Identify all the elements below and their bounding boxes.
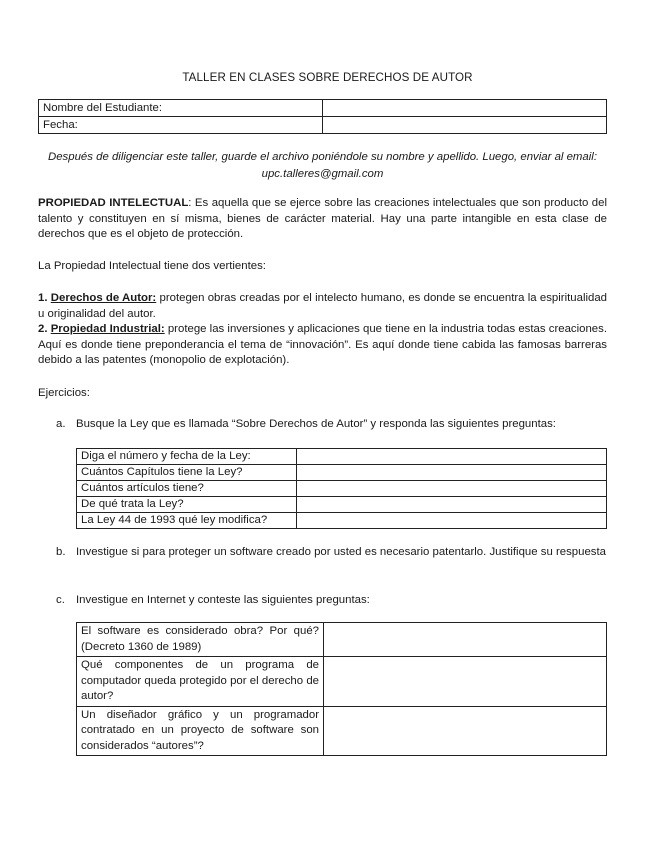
exercises-label: Ejercicios:	[38, 387, 90, 399]
question-cell: El software es considerado obra? Por qué? (Decreto 1360 de 1989)	[77, 623, 324, 657]
question-cell: Qué componentes de un programa de computador queda protegido por el derecho de autor?	[77, 657, 324, 707]
item-term: Propiedad Industrial:	[50, 323, 165, 335]
question-cell: La Ley 44 de 1993 qué ley modifica?	[77, 513, 297, 529]
item-number: 2.	[38, 323, 48, 335]
table-row	[77, 449, 607, 465]
table-row	[77, 481, 607, 497]
item-text: protegen obras creadas por el intelecto humano, es donde se encuentra la espiritualidad u originalidad del autor.	[38, 292, 608, 320]
definition-text: : Es aquella que se ejerce sobre las creaciones intelectuales que son producto del talento y constituyen en sí misma, bienes de carácter material. Hay una parte intangible en esta clase de derechos que es el objeto de protección.	[38, 197, 607, 241]
instructions-text: Después de diligenciar este taller, guarde el archivo poniéndole su nombre y apellido. Luego, enviar al email:	[48, 151, 597, 163]
list-item	[38, 322, 607, 369]
exercise-text: Investigue en Internet y conteste las siguientes preguntas:	[76, 594, 370, 606]
exercise-letter: a.	[56, 418, 66, 430]
item-term: Derechos de Autor:	[50, 292, 157, 304]
table-row	[39, 100, 607, 117]
table-row	[39, 117, 607, 134]
table-row	[77, 706, 607, 756]
table-row	[77, 513, 607, 529]
list-item	[38, 291, 607, 322]
table-row	[77, 623, 607, 657]
question-cell: De qué trata la Ley?	[77, 497, 297, 513]
instructions	[38, 149, 607, 182]
student-name-field[interactable]	[323, 100, 607, 117]
answer-cell[interactable]	[297, 497, 607, 513]
question-cell: Cuántos Capítulos tiene la Ley?	[77, 465, 297, 481]
answer-cell[interactable]	[297, 449, 607, 465]
answer-cell[interactable]	[324, 657, 607, 707]
table-row	[77, 657, 607, 707]
exercise-text: Investigue si para proteger un software creado por usted es necesario patentarlo. Justifique su respuesta	[76, 546, 606, 558]
exercise-letter: c.	[56, 594, 65, 606]
exercise-text: Busque la Ley que es llamada “Sobre Derechos de Autor” y responda las siguientes preguntas:	[76, 418, 556, 430]
exercise-letter: b.	[56, 546, 66, 558]
vertientes-intro: La Propiedad Intelectual tiene dos vertientes:	[38, 260, 266, 272]
date-label: Fecha:	[39, 117, 323, 134]
definition-paragraph	[38, 196, 607, 243]
answer-cell[interactable]	[297, 481, 607, 497]
answer-cell[interactable]	[297, 465, 607, 481]
answer-cell[interactable]	[297, 513, 607, 529]
document-title: TALLER EN CLASES SOBRE DERECHOS DE AUTOR	[182, 71, 473, 84]
definition-term: PROPIEDAD INTELECTUAL	[38, 197, 189, 209]
table-row	[77, 465, 607, 481]
vertientes-list	[38, 291, 607, 369]
student-info-table	[38, 99, 607, 134]
instructions-email: upc.talleres@gmail.com	[261, 167, 384, 180]
item-number: 1.	[38, 292, 48, 304]
table-row	[77, 497, 607, 513]
student-name-label: Nombre del Estudiante:	[39, 100, 323, 117]
exercise-a-table	[76, 448, 607, 529]
question-cell: Cuántos artículos tiene?	[77, 481, 297, 497]
item-text: protege las inversiones y aplicaciones que tiene en la industria todas estas creaciones. Aquí es donde tiene preponderancia el tema de “innovación”. Es aquí donde tiene cabida las famosas barreras debido a las patentes (monopolio de explotación).	[38, 323, 608, 366]
answer-cell[interactable]	[324, 623, 607, 657]
date-field[interactable]	[323, 117, 607, 134]
exercise-c-table	[76, 622, 607, 756]
question-cell: Un diseñador gráfico y un programador contratado en un proyecto de software son considerados “autores”?	[77, 706, 324, 756]
question-cell: Diga el número y fecha de la Ley:	[77, 449, 297, 465]
answer-cell[interactable]	[324, 706, 607, 756]
